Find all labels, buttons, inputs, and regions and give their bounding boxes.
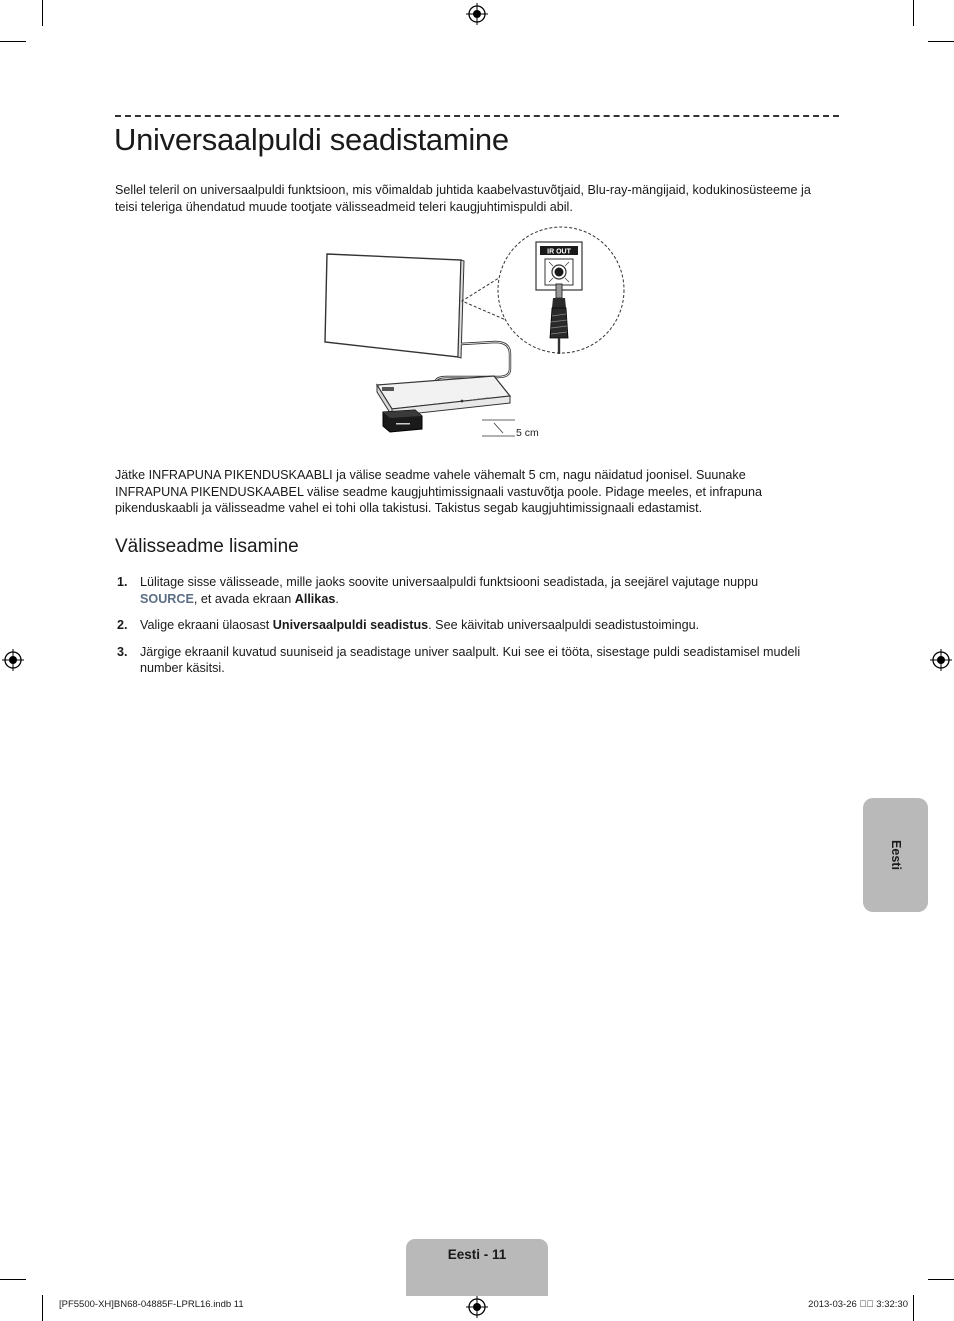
note-paragraph: Jätke INFRAPUNA PIKENDUSKAABLI ja välise seadme vahele vähemalt 5 cm, nagu näidatud joonisel. Suunake INFRAPUNA PIKENDUSKAABEL välise seadme kaugjuhtimissignaali vastuvõtja poole. Pidage meeles, et infrapuna pikenduskaabli ja välisseadme vahel ei tohi olla takistusi. Takistus segab kaugjuhtimissignaali edastamist. [115, 468, 763, 515]
source-screen-label: Allikas [294, 591, 336, 606]
ir-blaster-illustration [383, 410, 422, 432]
step-number: 2. [117, 618, 128, 632]
universal-remote-setup-label: Universaalpuldi seadistus [272, 618, 429, 632]
crop-mark [928, 1279, 954, 1280]
registration-mark-icon [2, 649, 24, 671]
crop-mark [928, 41, 954, 42]
source-button-label: SOURCE [140, 591, 194, 606]
crop-mark [42, 1295, 43, 1321]
page-number-box [406, 1239, 548, 1296]
footer-file-info: [PF5500-XH]BN68-04885F-LPRL16.indb 11 [59, 1299, 244, 1310]
step-text: Järgige ekraanil kuvatud suuniseid ja seadistage univer saalpult. Kui see ei tööta, sisestage puldi seadistamisel mudeli number käsitsi. [140, 644, 801, 675]
crop-mark [0, 41, 26, 42]
list-item [115, 574, 815, 607]
intro-paragraph: Sellel teleril on universaalpuldi funktsioon, mis võimaldab juhtida kaabelvastuvõtjaid, Blu-ray-mängijaid, kodukinosüsteeme ja teisi teleriga ühendatud muude tootjate välisseadmeid teleri kaugjuhtimispuldi abil. [115, 183, 811, 214]
ir-extender-illustration [320, 224, 640, 450]
page-number: Eesti - 11 [447, 1247, 507, 1262]
step-number: 3. [117, 644, 128, 659]
external-device-illustration [377, 376, 510, 416]
crop-mark [913, 0, 914, 26]
language-side-tab [863, 798, 928, 912]
ir-out-port-illustration [536, 242, 582, 290]
title-divider [115, 115, 839, 117]
steps-list [115, 574, 815, 687]
step-text: Valige ekraani ülaosast [140, 618, 273, 632]
step-text: . See käivitab universaalpuldi seadistustoimingu. [428, 618, 700, 632]
crop-mark [0, 1279, 26, 1280]
step-text: Lülitage sisse välisseade, mille jaoks soovite universaalpuldi funktsiooni seadistada, ja seejärel vajutage nuppu [140, 575, 759, 589]
page-title: Universaalpuldi seadistamine [114, 122, 509, 157]
step-number: 1. [117, 575, 128, 589]
tv-illustration [325, 254, 464, 358]
language-tab-label: Eesti [888, 840, 903, 870]
crop-mark [913, 1295, 914, 1321]
registration-mark-icon [930, 649, 952, 671]
section-title: Välisseadme lisamine [115, 536, 299, 557]
ir-out-label: IR OUT [547, 248, 571, 256]
distance-label: 5 cm [516, 427, 539, 439]
crop-mark [42, 0, 43, 26]
footer-timestamp: 2013-03-26 ￿￿ 3:32:30 [808, 1299, 908, 1310]
list-item [115, 617, 815, 634]
registration-mark-icon [466, 3, 488, 25]
step-text: . [335, 591, 339, 606]
list-item [115, 644, 815, 677]
step-text: , et avada ekraan [193, 591, 295, 606]
registration-mark-icon [466, 1296, 488, 1318]
